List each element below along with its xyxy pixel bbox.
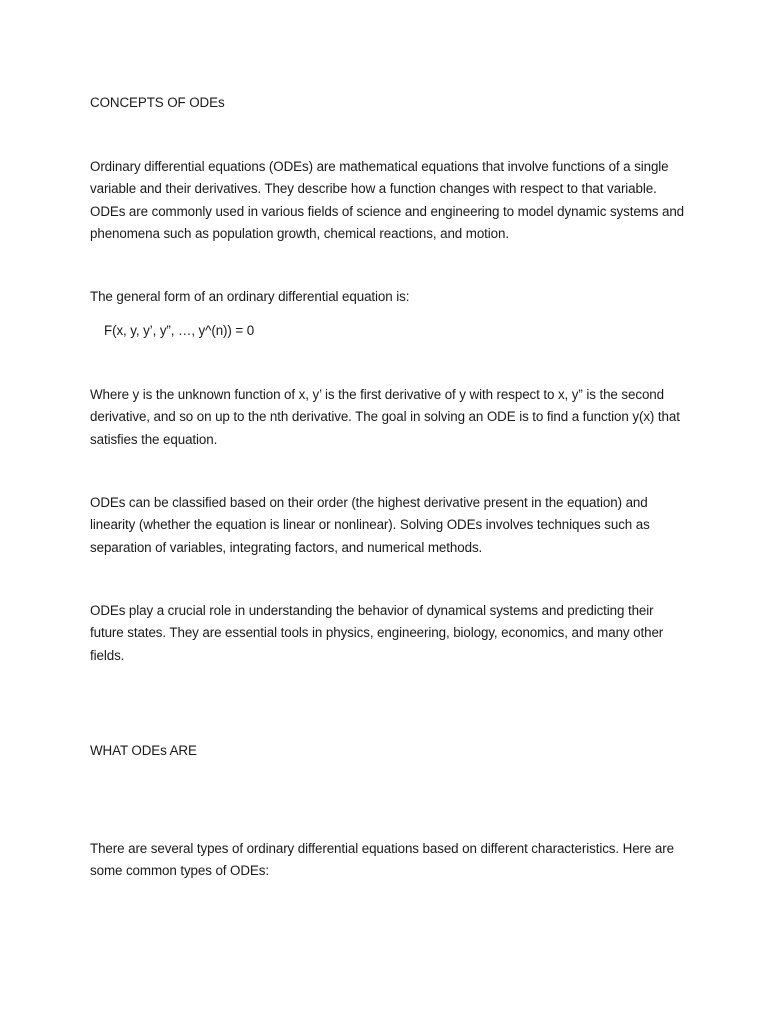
section-heading-concepts: CONCEPTS OF ODEs <box>90 95 225 110</box>
general-form-equation: F(x, y, y’, y”, …, y^(n)) = 0 <box>104 323 255 338</box>
paragraph-odes-definition: Ordinary differential equations (ODEs) are mathematical equations that involve functions of a single variable and their derivatives. They describe how a function changes with respect to that variable. ODEs are commonly used in various fields of science and engineering to model dynamic systems and phenomena such as population growth, chemical reactions, and motion. <box>90 159 685 241</box>
paragraph-classification: ODEs can be classified based on their order (the highest derivative present in the equation) and linearity (whether the equation is linear or nonlinear). Solving ODEs involves techniques such as separation of variables, integrating factors, and numerical methods. <box>90 495 650 555</box>
paragraph-derivatives-explanation: Where y is the unknown function of x, y’ is the first derivative of y with respect to x, y” is the second derivative, and so on up to the nth derivative. The goal in solving an ODE is to find a function y(x) that satisfies the equation. <box>90 387 680 447</box>
section-heading-what-odes-are: WHAT ODEs ARE <box>90 743 197 758</box>
paragraph-types-intro: There are several types of ordinary differential equations based on different characteristics. Here are some common types of ODEs: <box>90 841 674 879</box>
paragraph-general-form: The general form of an ordinary differential equation is: <box>90 289 410 304</box>
paragraph-role-of-odes: ODEs play a crucial role in understanding the behavior of dynamical systems and predicting their future states. They are essential tools in physics, engineering, biology, economics, and many other fields. <box>90 603 664 663</box>
